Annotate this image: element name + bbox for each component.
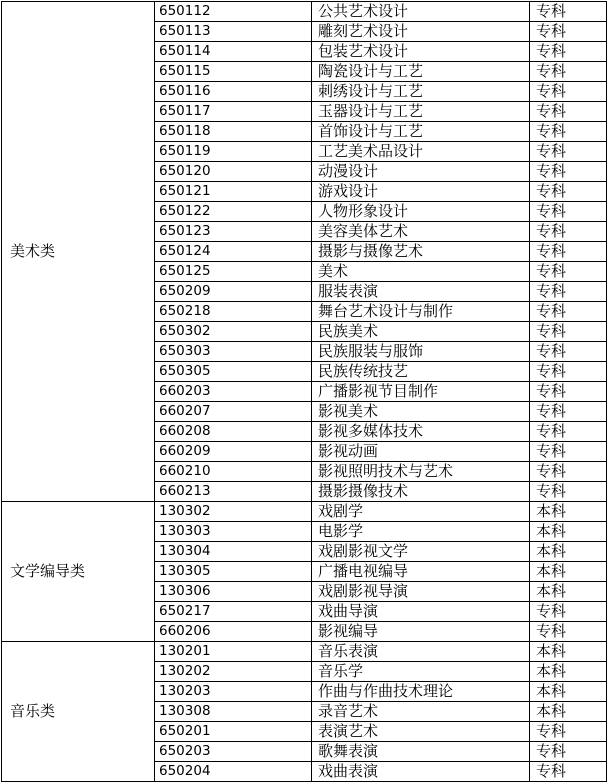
- major-code-cell: 130304: [155, 542, 312, 562]
- table-row: [2, 2, 607, 22]
- major-code-cell: 660206: [155, 622, 312, 642]
- major-name-cell: 作曲与作曲技术理论: [312, 682, 530, 702]
- major-name-cell: 电影学: [312, 522, 530, 542]
- degree-level-cell: 专科: [530, 402, 607, 422]
- major-code-cell: 650121: [155, 182, 312, 202]
- major-name-cell: 民族传统技艺: [312, 362, 530, 382]
- major-code-cell: 650201: [155, 722, 312, 742]
- degree-level-cell: 本科: [530, 642, 607, 662]
- degree-level-cell: 专科: [530, 342, 607, 362]
- degree-level-cell: 专科: [530, 222, 607, 242]
- degree-level-cell: 本科: [530, 542, 607, 562]
- degree-level-cell: 专科: [530, 762, 607, 782]
- major-code-cell: 650203: [155, 742, 312, 762]
- degree-level-cell: 专科: [530, 422, 607, 442]
- degree-level-cell: 专科: [530, 742, 607, 762]
- major-code-cell: 650117: [155, 102, 312, 122]
- major-code-cell: 130203: [155, 682, 312, 702]
- major-code-cell: 650209: [155, 282, 312, 302]
- major-name-cell: 录音艺术: [312, 702, 530, 722]
- degree-level-cell: 专科: [530, 22, 607, 42]
- major-name-cell: 表演艺术: [312, 722, 530, 742]
- major-name-cell: 公共艺术设计: [312, 2, 530, 22]
- major-name-cell: 民族美术: [312, 322, 530, 342]
- major-name-cell: 陶瓷设计与工艺: [312, 62, 530, 82]
- major-code-cell: 660207: [155, 402, 312, 422]
- major-code-cell: 650120: [155, 162, 312, 182]
- major-code-cell: 130305: [155, 562, 312, 582]
- major-name-cell: 戏曲表演: [312, 762, 530, 782]
- degree-level-cell: 专科: [530, 142, 607, 162]
- degree-level-cell: 专科: [530, 362, 607, 382]
- table-row: [2, 642, 607, 662]
- major-name-cell: 戏剧影视导演: [312, 582, 530, 602]
- degree-level-cell: 专科: [530, 182, 607, 202]
- major-code-cell: 130202: [155, 662, 312, 682]
- degree-level-cell: 专科: [530, 302, 607, 322]
- major-name-cell: 影视动画: [312, 442, 530, 462]
- major-name-cell: 美容美体艺术: [312, 222, 530, 242]
- degree-level-cell: 本科: [530, 562, 607, 582]
- degree-level-cell: 专科: [530, 42, 607, 62]
- major-code-cell: 650114: [155, 42, 312, 62]
- major-code-cell: 130306: [155, 582, 312, 602]
- major-name-cell: 戏剧学: [312, 502, 530, 522]
- degree-level-cell: 本科: [530, 702, 607, 722]
- table-body: [2, 2, 607, 782]
- major-name-cell: 戏曲导演: [312, 602, 530, 622]
- degree-level-cell: 专科: [530, 722, 607, 742]
- major-name-cell: 戏剧影视文学: [312, 542, 530, 562]
- degree-level-cell: 专科: [530, 482, 607, 502]
- degree-level-cell: 专科: [530, 262, 607, 282]
- degree-level-cell: 本科: [530, 522, 607, 542]
- major-code-cell: 660209: [155, 442, 312, 462]
- major-code-cell: 650124: [155, 242, 312, 262]
- degree-level-cell: 本科: [530, 502, 607, 522]
- category-cell: 美术类: [2, 2, 155, 502]
- major-code-cell: 130303: [155, 522, 312, 542]
- major-name-cell: 玉器设计与工艺: [312, 102, 530, 122]
- major-code-cell: 660213: [155, 482, 312, 502]
- major-name-cell: 歌舞表演: [312, 742, 530, 762]
- major-code-cell: 660208: [155, 422, 312, 442]
- major-name-cell: 动漫设计: [312, 162, 530, 182]
- major-name-cell: 影视美术: [312, 402, 530, 422]
- degree-level-cell: 专科: [530, 442, 607, 462]
- table-row: [2, 502, 607, 522]
- degree-level-cell: 专科: [530, 162, 607, 182]
- degree-level-cell: 专科: [530, 62, 607, 82]
- major-code-cell: 650302: [155, 322, 312, 342]
- degree-level-cell: 本科: [530, 582, 607, 602]
- major-name-cell: 音乐表演: [312, 642, 530, 662]
- category-cell: 文学编导类: [2, 502, 155, 642]
- major-name-cell: 广播电视编导: [312, 562, 530, 582]
- major-name-cell: 人物形象设计: [312, 202, 530, 222]
- major-name-cell: 影视编导: [312, 622, 530, 642]
- major-name-cell: 工艺美术品设计: [312, 142, 530, 162]
- major-code-cell: 130308: [155, 702, 312, 722]
- major-code-cell: 660210: [155, 462, 312, 482]
- major-name-cell: 美术: [312, 262, 530, 282]
- major-code-cell: 650112: [155, 2, 312, 22]
- degree-level-cell: 专科: [530, 282, 607, 302]
- major-code-cell: 650122: [155, 202, 312, 222]
- degree-level-cell: 专科: [530, 322, 607, 342]
- degree-level-cell: 专科: [530, 622, 607, 642]
- major-code-cell: 650116: [155, 82, 312, 102]
- major-name-cell: 雕刻艺术设计: [312, 22, 530, 42]
- major-name-cell: 摄影摄像技术: [312, 482, 530, 502]
- degree-level-cell: 专科: [530, 102, 607, 122]
- major-code-cell: 650305: [155, 362, 312, 382]
- degree-level-cell: 专科: [530, 122, 607, 142]
- major-code-cell: 650118: [155, 122, 312, 142]
- major-name-cell: 服装表演: [312, 282, 530, 302]
- major-code-cell: 650123: [155, 222, 312, 242]
- degree-level-cell: 专科: [530, 462, 607, 482]
- major-code-cell: 650303: [155, 342, 312, 362]
- major-table: [1, 1, 607, 782]
- degree-level-cell: 本科: [530, 682, 607, 702]
- major-name-cell: 民族服装与服饰: [312, 342, 530, 362]
- degree-level-cell: 本科: [530, 662, 607, 682]
- major-code-cell: 650119: [155, 142, 312, 162]
- major-code-cell: 650113: [155, 22, 312, 42]
- major-code-cell: 650125: [155, 262, 312, 282]
- category-cell: 音乐类: [2, 642, 155, 782]
- major-name-cell: 影视照明技术与艺术: [312, 462, 530, 482]
- major-name-cell: 音乐学: [312, 662, 530, 682]
- degree-level-cell: 专科: [530, 202, 607, 222]
- major-name-cell: 首饰设计与工艺: [312, 122, 530, 142]
- degree-level-cell: 专科: [530, 82, 607, 102]
- degree-level-cell: 专科: [530, 602, 607, 622]
- major-code-cell: 660203: [155, 382, 312, 402]
- major-name-cell: 影视多媒体技术: [312, 422, 530, 442]
- major-name-cell: 广播影视节目制作: [312, 382, 530, 402]
- major-name-cell: 舞台艺术设计与制作: [312, 302, 530, 322]
- major-name-cell: 刺绣设计与工艺: [312, 82, 530, 102]
- degree-level-cell: 专科: [530, 2, 607, 22]
- major-code-cell: 130201: [155, 642, 312, 662]
- major-name-cell: 摄影与摄像艺术: [312, 242, 530, 262]
- major-code-cell: 650217: [155, 602, 312, 622]
- major-code-cell: 650204: [155, 762, 312, 782]
- major-code-cell: 650115: [155, 62, 312, 82]
- major-name-cell: 游戏设计: [312, 182, 530, 202]
- major-code-cell: 130302: [155, 502, 312, 522]
- major-name-cell: 包装艺术设计: [312, 42, 530, 62]
- major-code-cell: 650218: [155, 302, 312, 322]
- degree-level-cell: 专科: [530, 242, 607, 262]
- degree-level-cell: 专科: [530, 382, 607, 402]
